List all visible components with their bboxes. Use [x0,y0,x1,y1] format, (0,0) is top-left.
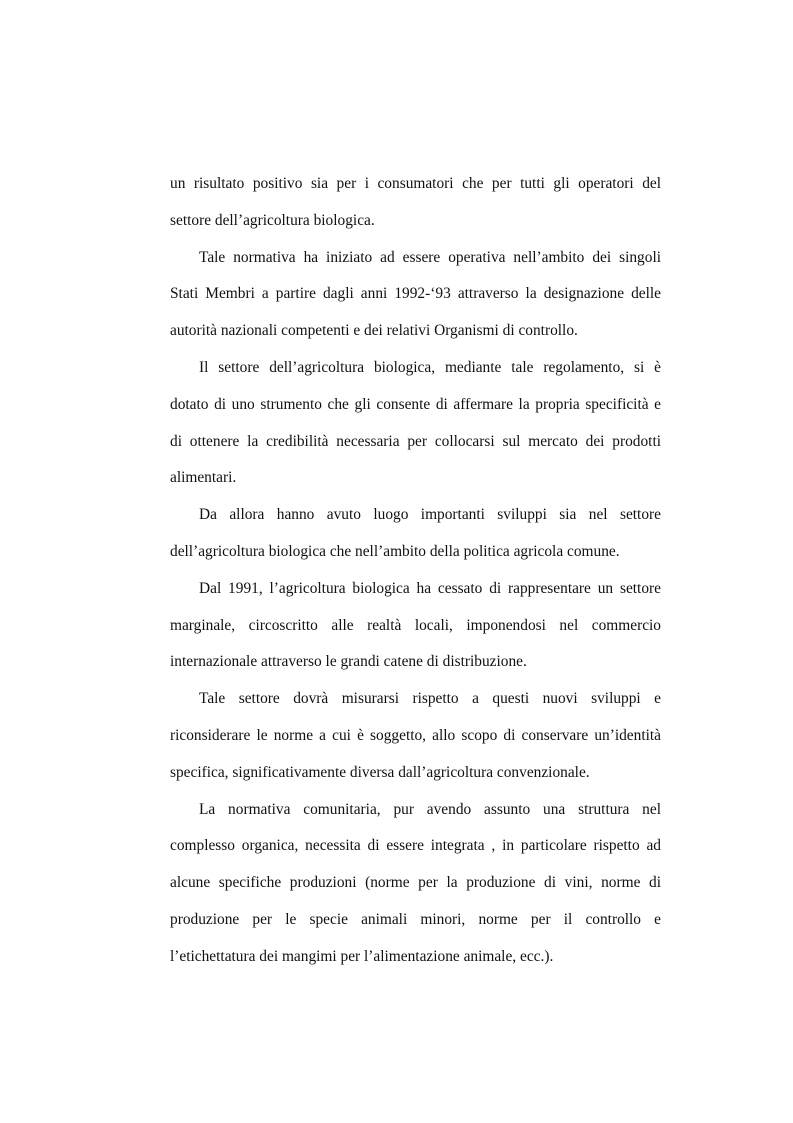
text-line: complesso organica, necessita di essere integrata , in particolare rispetto ad [170,837,661,855]
text-line: di ottenere la credibilità necessaria per collocarsi sul mercato dei prodotti [170,432,661,450]
text-line: internazionale attraverso le grandi catene di distribuzione. [170,653,527,671]
text-line: l’etichettatura dei mangimi per l’alimentazione animale, ecc.). [170,947,554,965]
text-line: Tale settore dovrà misurarsi rispetto a questi nuovi sviluppi e [199,690,661,708]
text-line: Dal 1991, l’agricoltura biologica ha cessato di rappresentare un settore [199,579,661,597]
text-line: Stati Membri a partire dagli anni 1992-‘93 attraverso la designazione delle [170,285,661,303]
text-line: alimentari. [170,469,237,487]
text-line: dotato di uno strumento che gli consente di affermare la propria specificità e [170,395,661,413]
text-line: alcune specifiche produzioni (norme per la produzione di vini, norme di [170,874,661,892]
text-line: un risultato positivo sia per i consumatori che per tutti gli operatori del [170,175,661,192]
text-line: Il settore dell’agricoltura biologica, mediante tale regolamento, si è [199,358,661,376]
text-line: Da allora hanno avuto luogo importanti sviluppi sia nel settore [199,506,661,524]
text-line: produzione per le specie animali minori, norme per il controllo e [170,910,661,928]
text-line: specifica, significativamente diversa dall’agricoltura convenzionale. [170,763,590,781]
text-line: settore dell’agricoltura biologica. [170,211,375,229]
text-line: La normativa comunitaria, pur avendo assunto una struttura nel [199,800,661,818]
text-line: riconsiderare le norme a cui è soggetto, allo scopo di conservare un’identità [170,726,661,744]
text-line: Tale normativa ha iniziato ad essere operativa nell’ambito dei singoli [199,248,661,266]
text-line: dell’agricoltura biologica che nell’ambito della politica agricola comune. [170,542,620,560]
text-line: autorità nazionali competenti e dei relativi Organismi di controllo. [170,322,578,340]
document-body [170,166,661,976]
text-line: marginale, circoscritto alle realtà locali, imponendosi nel commercio [170,616,661,634]
